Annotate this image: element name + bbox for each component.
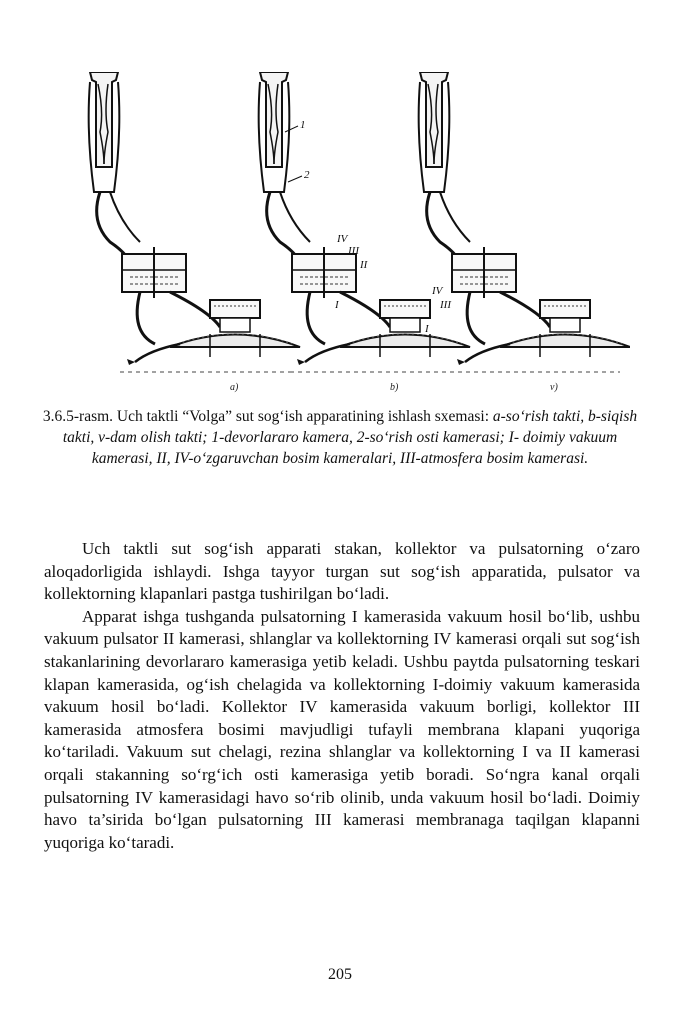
figure-caption [40,406,640,469]
caption-description: a-so‘rish takti, b-siqish takti, v-dam olish takti; 1-devorlararo kamera, 2-so‘rish osti kamerasi; I- doimiy vakuum kamerasi, II, IV-o‘zgaruvchan bosim kameralari, III-atmosfera bosim kamerasi. [62,408,638,467]
callout-iv-pulsator: IV [432,285,443,297]
panel-label-a: a) [230,382,239,393]
paragraph: Apparat ishga tushganda pulsatorning I kamerasida vakuum hosil bo‘lib, ushbu vakuum pulsator II kamerasi, shlanglar va kollektorning IV kamerasi orqali sut sog‘ish stakanlarining devorlararo kamerasiga yetib keladi. Ushbu paytda pulsatorning teskari klapan kamerasida, og‘ish chelagida va kollektorning I-doimiy vakuum kamerasida vakuum hosil bo‘ladi. Kollektor IV kamerasida vakuum borligi, kollektor III kamerasida atmosfera bosimi mavjudligi tufayli membrana klapani yuqoriga ko‘tariladi. Vakuum sut chelagi, rezina shlanglar va kollektorning I va II kamerasi orqali stakanning so‘rg‘ich osti kamerasiga yetib boradi. So‘ngra kanal orqali pulsatorning IV kamerasidagi havo so‘rib olinib, unda vakuum hosil bo‘ladi. Doimiy havo ta’sirida bo‘lgan pulsatorning III kamerasi membranaga taqilgan klapanni yuqoriga ko‘taradi. [44,606,640,852]
callout-iv: IV [337,233,348,245]
callout-ii: II [360,259,368,271]
panel-label-b: b) [390,382,399,393]
page-number: 205 [328,966,352,983]
callout-1: 1 [300,119,306,131]
callout-i-pulsator: I [425,323,429,335]
callout-iii-pulsator: III [440,299,451,311]
body-text [44,538,640,854]
callout-iii: III [348,245,359,257]
milking-apparatus-diagram [60,72,630,402]
figure [60,72,630,402]
caption-title: 3.6.5-rasm. Uch taktli “Volga” sut sog‘ish apparatining ishlash sxemasi: [42,408,489,425]
panel-label-v: v) [550,382,558,393]
paragraph: Uch taktli sut sog‘ish apparati stakan, kollektor va pulsatorning o‘zaro aloqadorligida ishlaydi. Ishga tayyor turgan sut sog‘ish apparatida, pulsator va kollektorning klapanlari pastga tushirilgan bo‘ladi. [44,539,640,604]
callout-i: I [335,299,339,311]
callout-2: 2 [304,169,310,181]
